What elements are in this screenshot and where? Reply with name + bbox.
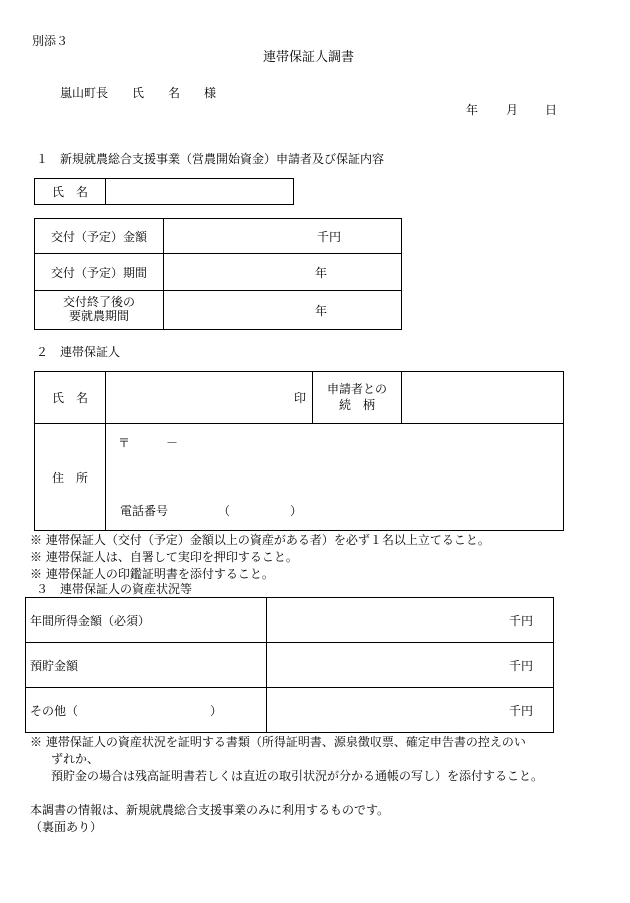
grant-period-unit: 年 [314,265,327,280]
annual-income-row [26,598,554,643]
annual-income-field[interactable] [267,598,554,643]
annex-label: 別添３ [32,34,69,48]
phone-parens: （ ） [218,504,303,518]
other-assets-label: その他（ ） [26,688,267,733]
relation-label [313,372,402,424]
farming-period-label-line2: 要就農期間 [68,309,129,323]
seal-mark: 印 [293,391,306,405]
other-assets-row [26,688,554,733]
savings-label: 預貯金額 [26,643,267,688]
savings-unit: 千円 [508,658,533,673]
date-month: 月 [506,103,519,117]
guarantor-note-1: ※ 連帯保証人（交付（予定）金額以上の資産がある者）を必ず１名以上立てること。 [30,533,490,547]
applicant-name-field[interactable] [106,179,294,205]
guarantor-note-3: ※ 連帯保証人の印鑑証明書を添付すること。 [30,567,274,581]
farming-period-label-line1: 交付終了後の [62,295,135,310]
farming-period-row [35,291,402,330]
document-title: 連帯保証人調書 [263,50,355,65]
savings-row [26,643,554,688]
guarantor-address-label: 住 所 [35,424,106,531]
grant-table [34,218,402,330]
grant-period-row [35,254,402,291]
guarantor-address-field[interactable] [106,424,564,531]
annual-income-unit: 千円 [508,613,533,628]
guarantor-name-row [35,372,564,424]
relation-label-line1: 申請者との [326,381,387,396]
phone-label: 電話番号 [120,504,169,518]
grant-amount-field[interactable] [164,219,402,254]
applicant-name-table [34,178,294,205]
addressee: 嵐山町長 氏 名 様 [60,86,217,100]
grant-amount-row [35,219,402,254]
grant-amount-label: 交付（予定）金額 [35,219,164,254]
relation-label-line2: 続 柄 [338,397,375,412]
guarantor-table [34,371,564,531]
asset-table [25,597,554,733]
section3-heading: ３ 連帯保証人の資産状況等 [36,582,193,596]
asset-note-line2: ずれか、 [51,752,100,766]
grant-period-label: 交付（予定）期間 [35,254,164,291]
guarantor-address-row [35,424,564,531]
reverse-side-notice: （裏面あり） [30,820,103,834]
section2-heading: ２ 連帯保証人 [36,345,121,359]
guarantor-name-field[interactable] [106,372,313,424]
applicant-name-label: 氏 名 [35,179,106,205]
guarantor-name-label: 氏 名 [35,372,106,424]
grant-amount-unit: 千円 [316,229,341,244]
other-assets-unit: 千円 [508,703,533,718]
postal-code: 〒 － [118,436,179,450]
grant-period-field[interactable] [164,254,402,291]
date-year: 年 [466,103,479,117]
other-assets-field[interactable] [267,688,554,733]
section1-heading: １ 新規就農総合支援事業（営農開始資金）申請者及び保証内容 [36,152,385,166]
asset-note-line1: ※ 連帯保証人の資産状況を証明する書類（所得証明書、源泉徴収票、確定申告書の控えのい [30,735,526,749]
farming-period-field[interactable] [164,291,402,330]
date-day: 日 [545,103,558,117]
guarantor-note-2: ※ 連帯保証人は、自署して実印を押印すること。 [30,550,298,564]
savings-field[interactable] [267,643,554,688]
relation-field[interactable] [402,372,564,424]
farming-period-label [35,291,164,330]
annual-income-label: 年間所得金額（必須） [26,598,267,643]
asset-note-line3: 預貯金の場合は残高証明書若しくは直近の取引状況が分かる通帳の写し）を添付すること。 [51,769,544,783]
farming-period-unit: 年 [314,303,327,318]
usage-notice: 本調書の情報は、新規就農総合支援事業のみに利用するものです。 [30,803,390,817]
